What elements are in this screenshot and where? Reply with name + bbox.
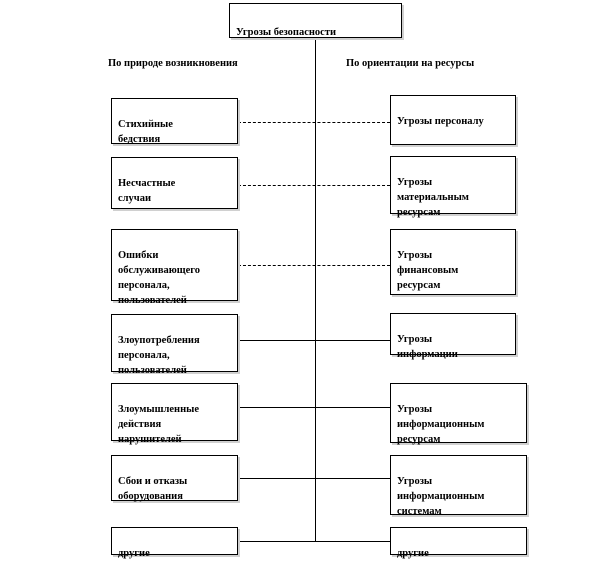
connector-row-4: [238, 340, 390, 341]
connector-row-6: [238, 478, 390, 479]
connector-row-2: [238, 185, 390, 186]
left-box-label: Злоупотребления персонала, пользователей: [118, 335, 200, 376]
root-box-security-threats: [229, 3, 402, 38]
left-box-equipment-failures: [111, 455, 238, 501]
left-box-staff-errors: [111, 229, 238, 306]
right-box-label: Угрозы информационным системам: [397, 476, 485, 517]
left-box-label: Сбои и отказы оборудования: [118, 476, 188, 502]
right-box-label: Угрозы материальным ресурсам: [397, 177, 469, 218]
left-box-label: другие: [118, 548, 150, 559]
left-box-staff-abuse: [111, 314, 238, 376]
right-column-header: По ориентации на ресурсы: [346, 58, 475, 69]
central-trunk-line: [315, 37, 316, 541]
right-box-label: Угрозы финансовым ресурсам: [397, 250, 459, 291]
right-box-threats-to-financial-resources: [390, 229, 516, 295]
right-box-label: Угрозы информационным ресурсам: [397, 404, 485, 445]
connector-row-5: [238, 407, 390, 408]
right-box-label: Угрозы информации: [397, 334, 458, 360]
left-box-label: Несчастные случаи: [118, 178, 176, 204]
left-box-malicious-actions: [111, 383, 238, 445]
left-column-header: По природе возникновения: [108, 58, 238, 69]
right-box-threats-to-information-resources: [390, 383, 527, 443]
root-title: Угрозы безопасности: [236, 27, 337, 38]
left-box-other: [111, 527, 238, 559]
left-box-label: Стихийные бедствия: [118, 119, 173, 145]
right-box-threats-to-material-resources: [390, 156, 516, 218]
left-box-accidents: [111, 157, 238, 209]
right-box-other: [390, 527, 527, 559]
right-box-threats-to-information-systems: [390, 455, 527, 515]
right-box-label: другие: [397, 548, 429, 559]
connector-row-3: [238, 265, 390, 266]
left-box-label: Ошибки обслуживающего персонала, пользователей: [118, 250, 201, 306]
right-box-threats-to-information: [390, 313, 516, 360]
left-box-label: Злоумышленные действия нарушителей: [118, 404, 199, 445]
right-box-label: Угрозы персоналу: [397, 116, 484, 127]
left-box-natural-disasters: [111, 98, 238, 144]
right-box-threats-to-personnel: [390, 95, 516, 145]
connector-row-7: [238, 541, 390, 542]
connector-row-1: [238, 122, 390, 123]
